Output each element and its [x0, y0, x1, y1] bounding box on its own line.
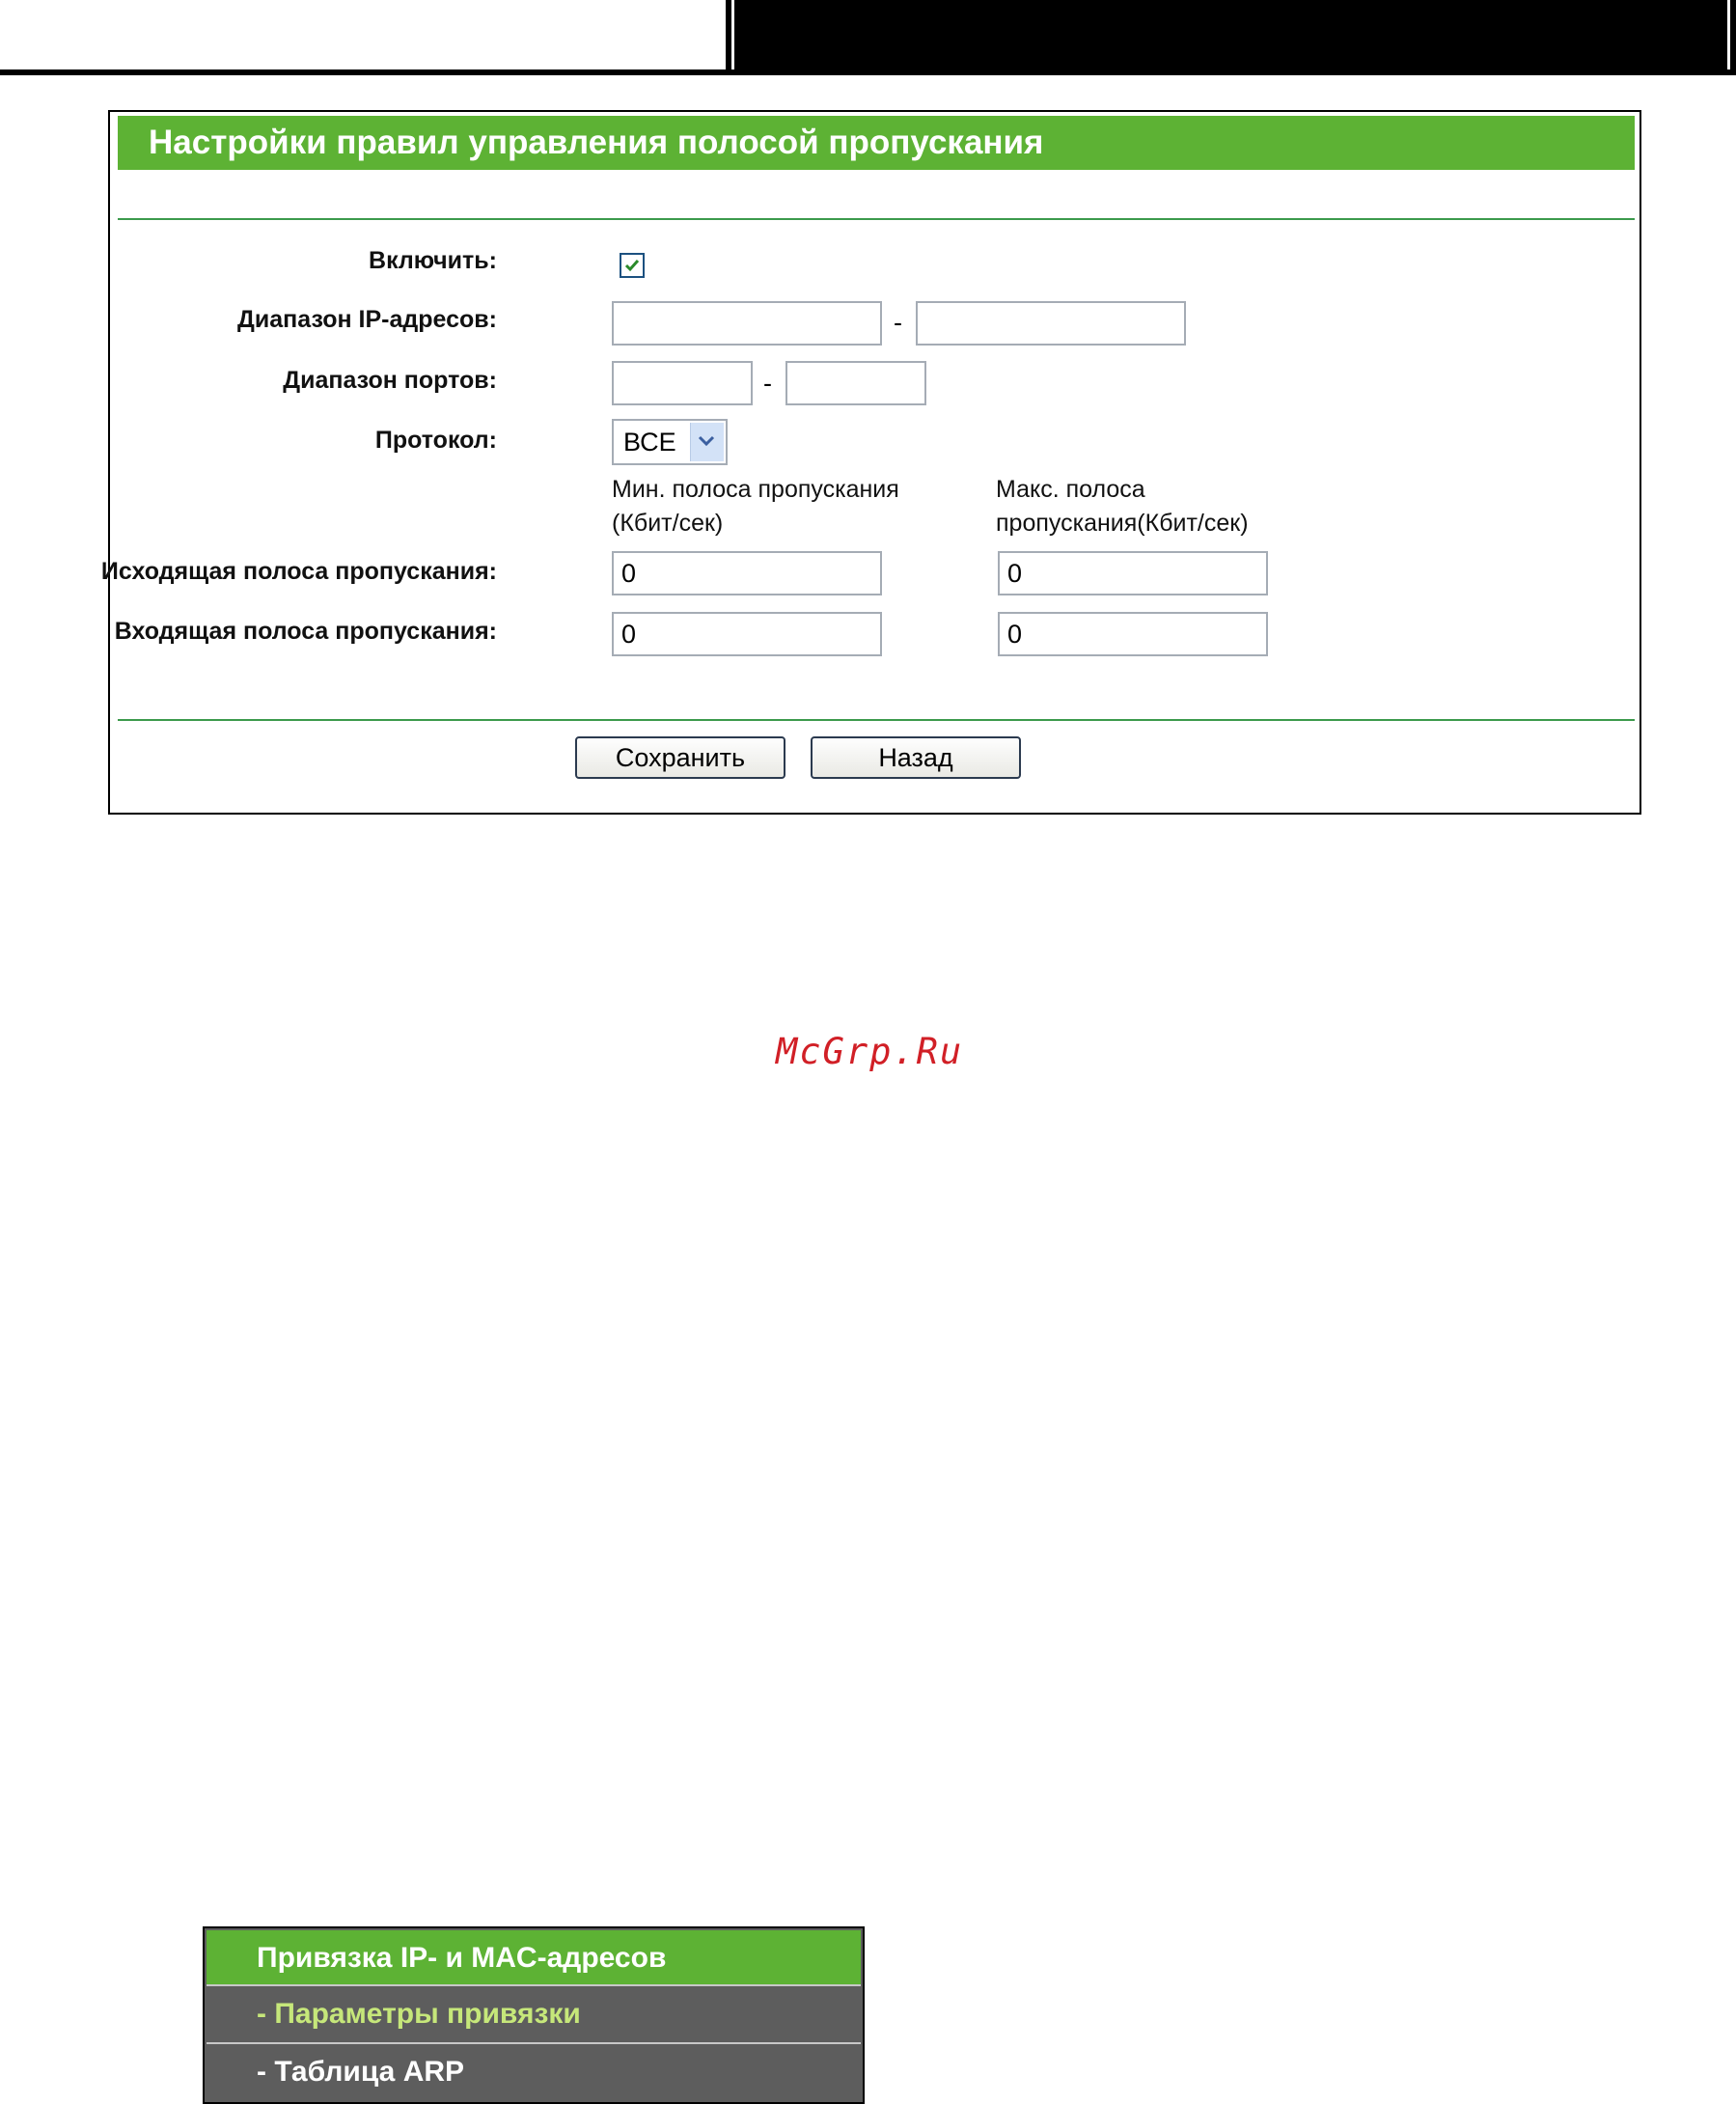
checkmark-icon	[623, 257, 641, 274]
port-range-separator: -	[763, 369, 772, 398]
protocol-value: ВСЕ	[623, 428, 676, 457]
watermark-text: McGrp.Ru	[776, 1031, 964, 1072]
bandwidth-rule-panel	[100, 110, 1641, 815]
header-block	[726, 0, 1736, 75]
header-rule	[0, 69, 726, 75]
ip-mac-binding-menu	[203, 1926, 865, 2104]
protocol-select[interactable]	[612, 419, 728, 465]
back-button[interactable]: Назад	[811, 736, 1021, 779]
port-start-input[interactable]	[612, 361, 753, 405]
ingress-min-input[interactable]: 0	[612, 612, 882, 656]
enable-checkbox[interactable]	[620, 253, 645, 278]
ip-start-input[interactable]	[612, 301, 882, 346]
ip-end-input[interactable]	[916, 301, 1186, 346]
ingress-max-input[interactable]: 0	[998, 612, 1268, 656]
menu-item-binding-settings[interactable]: - Параметры привязки	[207, 1986, 861, 2042]
max-bw-header-line1: Макс. полоса	[996, 476, 1145, 503]
divider-bottom	[118, 719, 1635, 721]
save-button[interactable]: Сохранить	[575, 736, 785, 779]
chevron-down-icon[interactable]	[690, 423, 724, 461]
menu-item-arp-table[interactable]: - Таблица ARP	[207, 2044, 861, 2100]
protocol-label: Протокол:	[374, 427, 497, 454]
ingress-label: Входящая полоса пропускания:	[114, 618, 497, 645]
port-range-label: Диапазон портов:	[283, 367, 497, 394]
egress-label: Исходящая полоса пропускания:	[100, 558, 497, 585]
min-bw-header-line2: (Кбит/сек)	[612, 510, 724, 537]
port-end-input[interactable]	[785, 361, 926, 405]
max-bw-header	[996, 473, 1249, 540]
egress-min-input[interactable]: 0	[612, 551, 882, 595]
ip-range-label: Диапазон IP-адресов:	[237, 306, 497, 333]
divider-top	[118, 218, 1635, 220]
menu-title[interactable]: Привязка IP- и MAC-адресов	[207, 1930, 861, 1984]
max-bw-header-line2: пропускания(Кбит/сек)	[996, 510, 1249, 537]
panel-title: Настройки правил управления полосой пропускания	[118, 116, 1635, 170]
egress-max-input[interactable]: 0	[998, 551, 1268, 595]
enable-label: Включить:	[369, 247, 497, 274]
min-bw-header	[612, 473, 899, 540]
min-bw-header-line1: Мин. полоса пропускания	[612, 476, 899, 503]
ip-range-separator: -	[894, 308, 902, 337]
